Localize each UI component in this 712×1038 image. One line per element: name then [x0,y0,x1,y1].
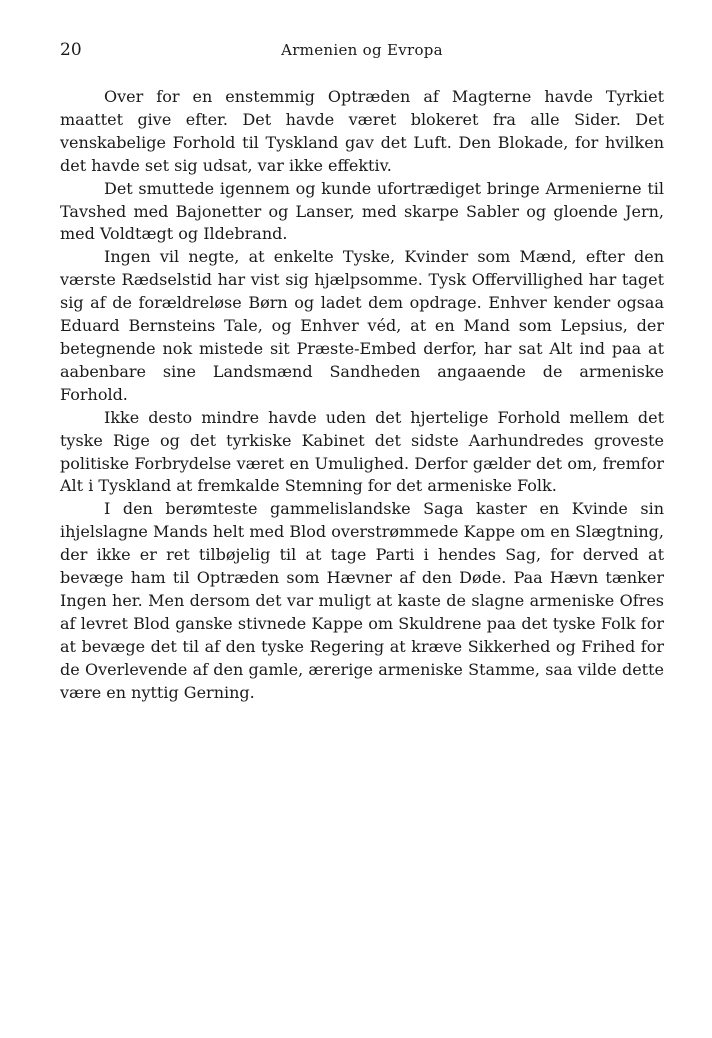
running-head: Armenien og Evropa [281,41,443,59]
page-number: 20 [60,40,82,60]
page-header [60,40,664,64]
paragraph-3: Ingen vil negte, at enkelte Tyske, Kvinder som Mænd, efter den værste Rædselstid har vist sig hjælpsomme. Tysk Offervillighed har taget sig af de forældreløse Børn og ladet dem opdrage. Enhver kender ogsaa Eduard Bernsteins Tale, og Enhver véd, at en Mand som Lepsius, der betegnende nok mistede sit Præste-Embed derfor, har sat Alt ind paa at aabenbare sine Landsmænd Sandheden angaaende de armeniske Forhold. [60,247,664,404]
paragraph-1: Over for en enstemmig Optræden af Magterne havde Tyrkiet maattet give efter. Det havde været blokeret fra alle Sider. Det venskabelige Forhold til Tyskland gav det Luft. Den Blokade, for hvilken det havde set sig udsat, var ikke effektiv. [60,87,664,175]
body-text [60,86,664,704]
paragraph-2: Det smuttede igennem og kunde ufortrædiget bringe Armenierne til Tavshed med Bajonetter og Lanser, med skarpe Sabler og gloende Jern, med Voldtægt og Ildebrand. [60,178,664,244]
paragraph-4: Ikke desto mindre havde uden det hjertelige Forhold mellem det tyske Rige og det tyrkiske Kabinet det sidste Aarhundredes groveste politiske Forbrydelse været en Umulighed. Derfor gælder det om, fremfor Alt i Tyskland at fremkalde Stemning for det armeniske Folk. [60,407,664,496]
paragraph-5: I den berømteste gammelislandske Saga kaster en Kvinde sin ihjelslagne Mands helt med Blod overstrømmede Kappe om en Slægtning, der ikke er ret tilbøjelig til at tage Parti i hendes Sag, for derved at bevæge ham til Optræden som Hævner af den Døde. Paa Hævn tænker Ingen her. Men dersom det var muligt at kaste de slagne armeniske Ofres af levret Blod ganske stivnede Kappe om Skuldrene paa det tyske Folk for at bevæge det til af den tyske Regering at kræve Sikkerhed og Frihed for de Overlevende af den gamle, ærerige armeniske Stamme, saa vilde dette være en nyttig Gerning. [60,499,664,702]
